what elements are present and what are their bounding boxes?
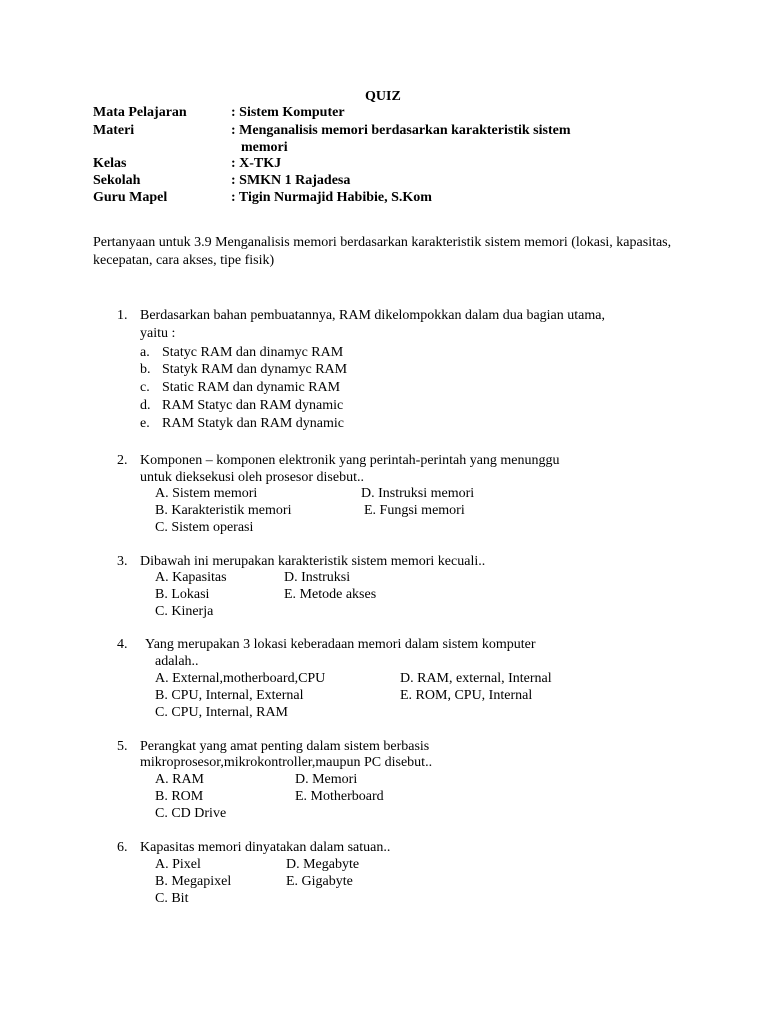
header-label-guru-mapel: Guru Mapel <box>93 190 168 205</box>
option-e: E. Fungsi memori <box>364 503 465 518</box>
question-number: 1. <box>117 308 128 323</box>
question-text: Kapasitas memori dinyatakan dalam satuan.. <box>140 840 391 855</box>
question-number: 2. <box>117 453 128 468</box>
header-value-materi-cont: memori <box>241 140 288 155</box>
option-b: B. CPU, Internal, External <box>155 688 304 703</box>
option-a: A. Pixel <box>155 857 201 872</box>
option-e: E. Gigabyte <box>286 874 353 889</box>
option-text: Statyk RAM dan dynamyc RAM <box>162 362 348 377</box>
option-text: Static RAM dan dynamic RAM <box>162 380 341 395</box>
option-letter: d. <box>140 398 151 413</box>
option-a: A. External,motherboard,CPU <box>155 671 326 686</box>
option-a: A. Sistem memori <box>155 486 258 501</box>
question-text: untuk dieksekusi oleh prosesor disebut.. <box>140 470 364 485</box>
intro-paragraph: Pertanyaan untuk 3.9 Menganalisis memori berdasarkan karakteristik sistem memori (lokasi, kapasitas, kecepatan, cara akses, tipe fisik) <box>93 235 672 268</box>
question-text: Yang merupakan 3 lokasi keberadaan memori dalam sistem komputer <box>145 637 536 652</box>
option-b: B. Karakteristik memori <box>155 503 292 518</box>
header-label-materi: Materi <box>93 123 135 138</box>
option-d: D. Megabyte <box>286 857 360 872</box>
option-c: C. CD Drive <box>155 806 227 821</box>
question-text: Perangkat yang amat penting dalam sistem berbasis <box>140 739 430 754</box>
option-c: C. CPU, Internal, RAM <box>155 705 288 720</box>
question-text: mikroprosesor,mikrokontroller,maupun PC disebut.. <box>140 755 433 770</box>
question-text: adalah.. <box>155 654 199 669</box>
option-letter: e. <box>140 416 150 431</box>
option-letter: b. <box>140 362 151 377</box>
header-label-sekolah: Sekolah <box>93 173 141 188</box>
page-title: QUIZ <box>365 89 401 104</box>
header-label-mata-pelajaran: Mata Pelajaran <box>93 105 187 120</box>
header-value-materi: : Menganalisis memori berdasarkan karakteristik sistem <box>231 123 571 138</box>
option-d: D. Instruksi <box>284 570 351 585</box>
question-number: 6. <box>117 840 128 855</box>
option-a: A. RAM <box>155 772 205 787</box>
question-number: 3. <box>117 554 128 569</box>
question-text: Dibawah ini merupakan karakteristik sistem memori kecuali.. <box>140 554 486 569</box>
option-b: B. Megapixel <box>155 874 232 889</box>
option-d: D. Instruksi memori <box>361 486 475 501</box>
option-letter: a. <box>140 345 150 360</box>
option-d: D. RAM, external, Internal <box>400 671 552 686</box>
question-text: yaitu : <box>140 326 176 341</box>
option-d: D. Memori <box>295 772 358 787</box>
header-value-mata-pelajaran: : Sistem Komputer <box>231 105 345 120</box>
option-c: C. Sistem operasi <box>155 520 254 535</box>
question-number: 5. <box>117 739 128 754</box>
header-value-sekolah: : SMKN 1 Rajadesa <box>231 173 351 188</box>
option-text: RAM Statyc dan RAM dynamic <box>162 398 344 413</box>
header-value-guru-mapel: : Tigin Nurmajid Habibie, S.Kom <box>231 190 432 205</box>
option-letter: c. <box>140 380 150 395</box>
header-value-kelas: : X-TKJ <box>231 156 282 171</box>
option-c: C. Bit <box>155 891 189 906</box>
option-text: RAM Statyk dan RAM dynamic <box>162 416 344 431</box>
option-e: E. ROM, CPU, Internal <box>400 688 533 703</box>
option-e: E. Motherboard <box>295 789 384 804</box>
question-text: Berdasarkan bahan pembuatannya, RAM dikelompokkan dalam dua bagian utama, <box>140 308 605 323</box>
option-text: Statyc RAM dan dinamyc RAM <box>162 345 344 360</box>
option-b: B. Lokasi <box>155 587 210 602</box>
option-e: E. Metode akses <box>284 587 377 602</box>
question-text: Komponen – komponen elektronik yang perintah-perintah yang menunggu <box>140 453 560 468</box>
option-c: C. Kinerja <box>155 604 214 619</box>
option-a: A. Kapasitas <box>155 570 227 585</box>
header-label-kelas: Kelas <box>93 156 127 171</box>
option-b: B. ROM <box>155 789 204 804</box>
question-number: 4. <box>117 637 128 652</box>
